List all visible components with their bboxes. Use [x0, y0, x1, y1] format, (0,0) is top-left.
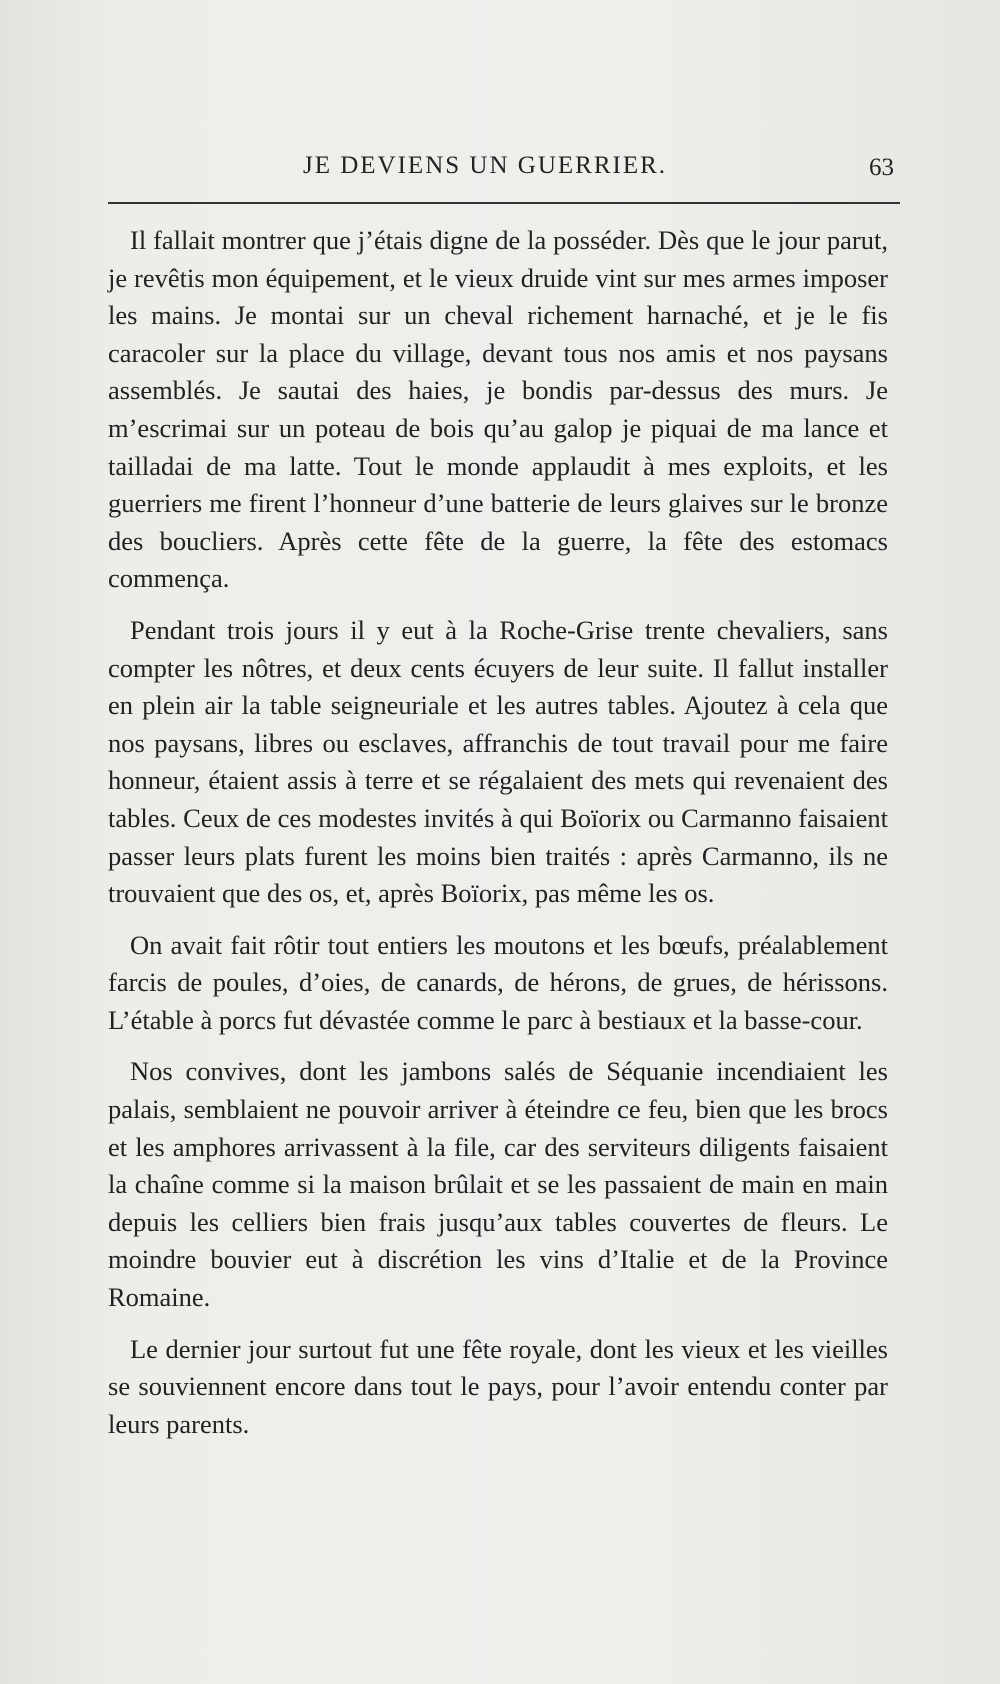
body-text [108, 222, 888, 1457]
page-header [110, 148, 900, 188]
header-rule [108, 202, 900, 204]
paragraph: Pendant trois jours il y eut à la Roche-Grise trente chevaliers, sans compter les nôtres, et deux cents écuyers de leur suite. Il fallut installer en plein air la table seigneuriale et les autres tables. Ajoutez à cela que nos paysans, libres ou esclaves, affranchis de tout travail pour me faire honneur, étaient assis à terre et se régalaient des mets qui revenaient des tables. Ceux de ces modestes invités à qui Boïorix ou Carmanno faisaient passer leurs plats furent les moins bien traités : après Carmanno, ils ne trouvaient que des os, et, après Boïorix, pas même les os. [108, 614, 888, 909]
paragraph: Nos convives, dont les jambons salés de Séquanie incendiaient les palais, semblaient ne pouvoir arriver à éteindre ce feu, bien que les brocs et les amphores arrivassent à la file, car des serviteurs diligents faisaient la chaîne comme si la maison brûlait et se les passaient de main en main depuis les celliers bien frais jusqu’aux tables couvertes de fleurs. Le moindre bouvier eut à discrétion les vins d’Italie et de la Province Romaine. [108, 1056, 888, 1313]
page-number: 63 [869, 154, 894, 181]
paragraph: Il fallait montrer que j’étais digne de la posséder. Dès que le jour parut, je revêtis mon équipement, et le vieux druide vint sur mes armes imposer les mains. Je montai sur un cheval richement harnaché, et je le fis caracoler sur la place du village, devant tous nos amis et nos paysans assemblés. Je sautai des haies, je bondis par-dessus des murs. Je m’escrimai sur un poteau de bois qu’au galop je piquai de ma lance et tailladai de ma latte. Tout le monde applaudit à mes exploits, et les guerriers me firent l’honneur d’une batterie de leurs glaives sur le bronze des boucliers. Après cette fête de la guerre, la fête des estomacs commença. [108, 225, 888, 594]
paragraph: Le dernier jour surtout fut une fête royale, dont les vieux et les vieilles se souviennent encore dans tout le pays, pour l’avoir entendu conter par leurs parents. [108, 1333, 888, 1439]
running-title: JE DEVIENS UN GUERRIER. [302, 152, 668, 179]
paragraph: On avait fait rôtir tout entiers les moutons et les bœufs, préalablement farcis de poules, d’oies, de canards, de hérons, de grues, de hérissons. L’étable à porcs fut dévastée comme le parc à bestiaux et la basse-cour. [108, 929, 888, 1035]
